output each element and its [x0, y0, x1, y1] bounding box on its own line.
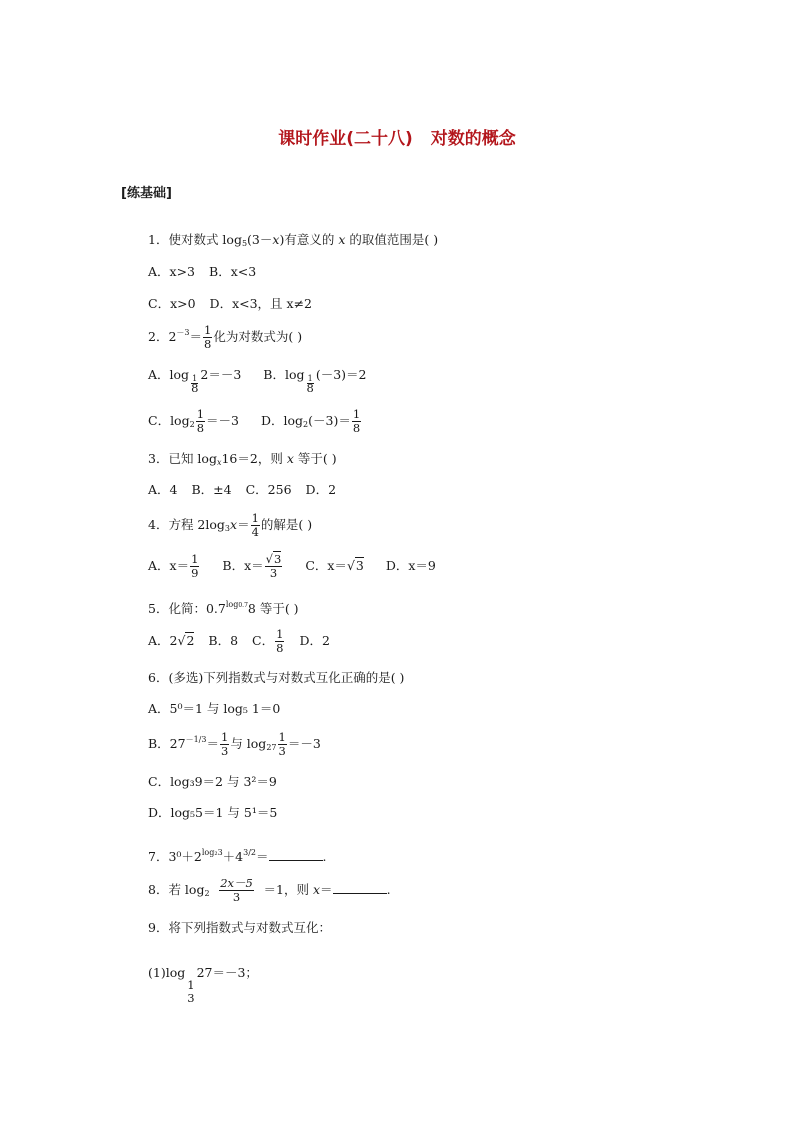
q5-option-a: A．2√2 — [148, 633, 195, 648]
q5-option-b: B．8 — [208, 633, 239, 648]
q2-option-b: B．log $\frac{1}{8}$ (－3)＝2 — [263, 367, 367, 395]
question-4-options — [148, 553, 436, 580]
question-1-stem: 1．使对数式 $\log_5(3-x)$有意义的 x 的取值范围是( ) — [148, 232, 439, 248]
q3-option-a: A．4 — [148, 482, 178, 497]
question-2-options-cd — [148, 408, 362, 435]
q2-option-a: A．log $\frac{1}{8}$ 2＝－3 — [148, 367, 242, 395]
q1-option-c: C．x>0 — [148, 296, 196, 311]
q3-option-d: D．2 — [305, 482, 337, 497]
question-5-stem: 5．化简：$0.7^{log0.7}8$ 等于( ) — [148, 600, 299, 616]
fraction: $\frac{1}{8}$ — [204, 323, 212, 351]
question-2-stem: 2．$2^{-3}=$ $\frac{1}{8}$ 化为对数式为( ) — [148, 323, 303, 351]
question-5-options — [148, 628, 330, 655]
answer-blank — [333, 881, 387, 894]
question-2-options-ab — [148, 366, 367, 393]
q1-option-a: A．x>3 — [148, 264, 196, 279]
q6-option-d: D．log₅5＝1 与 5¹＝5 — [148, 805, 278, 820]
page-title — [0, 124, 794, 149]
question-8-stem: 8．若 $\log_2$ $\frac{2x-5}{3}$ ＝1，则 x＝ . — [148, 876, 391, 904]
question-3-options — [148, 481, 336, 499]
q3-option-c: C．256 — [245, 482, 292, 497]
question-4-stem: 4．方程 $2\log_3x=$ $\frac{1}{4}$ 的解是( ) — [148, 511, 313, 539]
q1-option-d: D．x<3，且 x≠2 — [209, 296, 312, 311]
question-3-stem: 3．已知 $\log_x16=2$，则 x 等于( ) — [148, 451, 337, 467]
question-1-options-ab — [148, 263, 256, 281]
question-1-options-cd — [148, 295, 312, 313]
title-main: 课时作业(二十八) — [278, 129, 413, 149]
q4-option-c: C．x＝√3 — [305, 558, 364, 573]
q6-option-c: C．log₃9＝2 与 3²＝9 — [148, 774, 277, 789]
q4-option-d: D．x＝9 — [385, 558, 436, 573]
question-6-stem: 6．(多选)下列指数式与对数式互化正确的是( ) — [148, 670, 405, 685]
title-topic: 对数的概念 — [430, 129, 516, 149]
q5-option-d: D．2 — [299, 633, 330, 648]
q4-option-b: B．x＝ $\frac{√3}{3}$ — [222, 552, 282, 580]
q2-option-d: D．$\log_2(-3)=$ $\frac{1}{8}$ — [260, 407, 361, 435]
q1-option-b: B．x<3 — [209, 264, 257, 279]
q3-option-b: B．±4 — [191, 482, 232, 497]
question-9-stem: 9．将下列指数式与对数式互化： — [148, 920, 331, 935]
q5-option-c: C． $\frac{1}{8}$ — [252, 627, 284, 655]
question-9-part-1: (1)log 1 3 27＝－3； — [148, 965, 258, 1005]
q6-option-b: B．$27^{-1/3}=$ $\frac{1}{3}$ 与 $\log_{27}$ $\frac{1}{3}$ ＝－3 — [148, 730, 321, 758]
q6-option-a: A．5⁰＝1 与 log₅ 1＝0 — [148, 701, 281, 716]
answer-blank — [269, 848, 323, 861]
q4-option-a: A．x＝ $\frac{1}{9}$ — [148, 552, 199, 580]
q2-option-c: C．$\log_2$ $\frac{1}{8}$ ＝－3 — [148, 407, 239, 435]
question-7-stem: 7．$3^0+2^{log_23}+4^{3/2}=$ . — [148, 848, 327, 864]
section-heading: [练基础] — [121, 186, 172, 201]
